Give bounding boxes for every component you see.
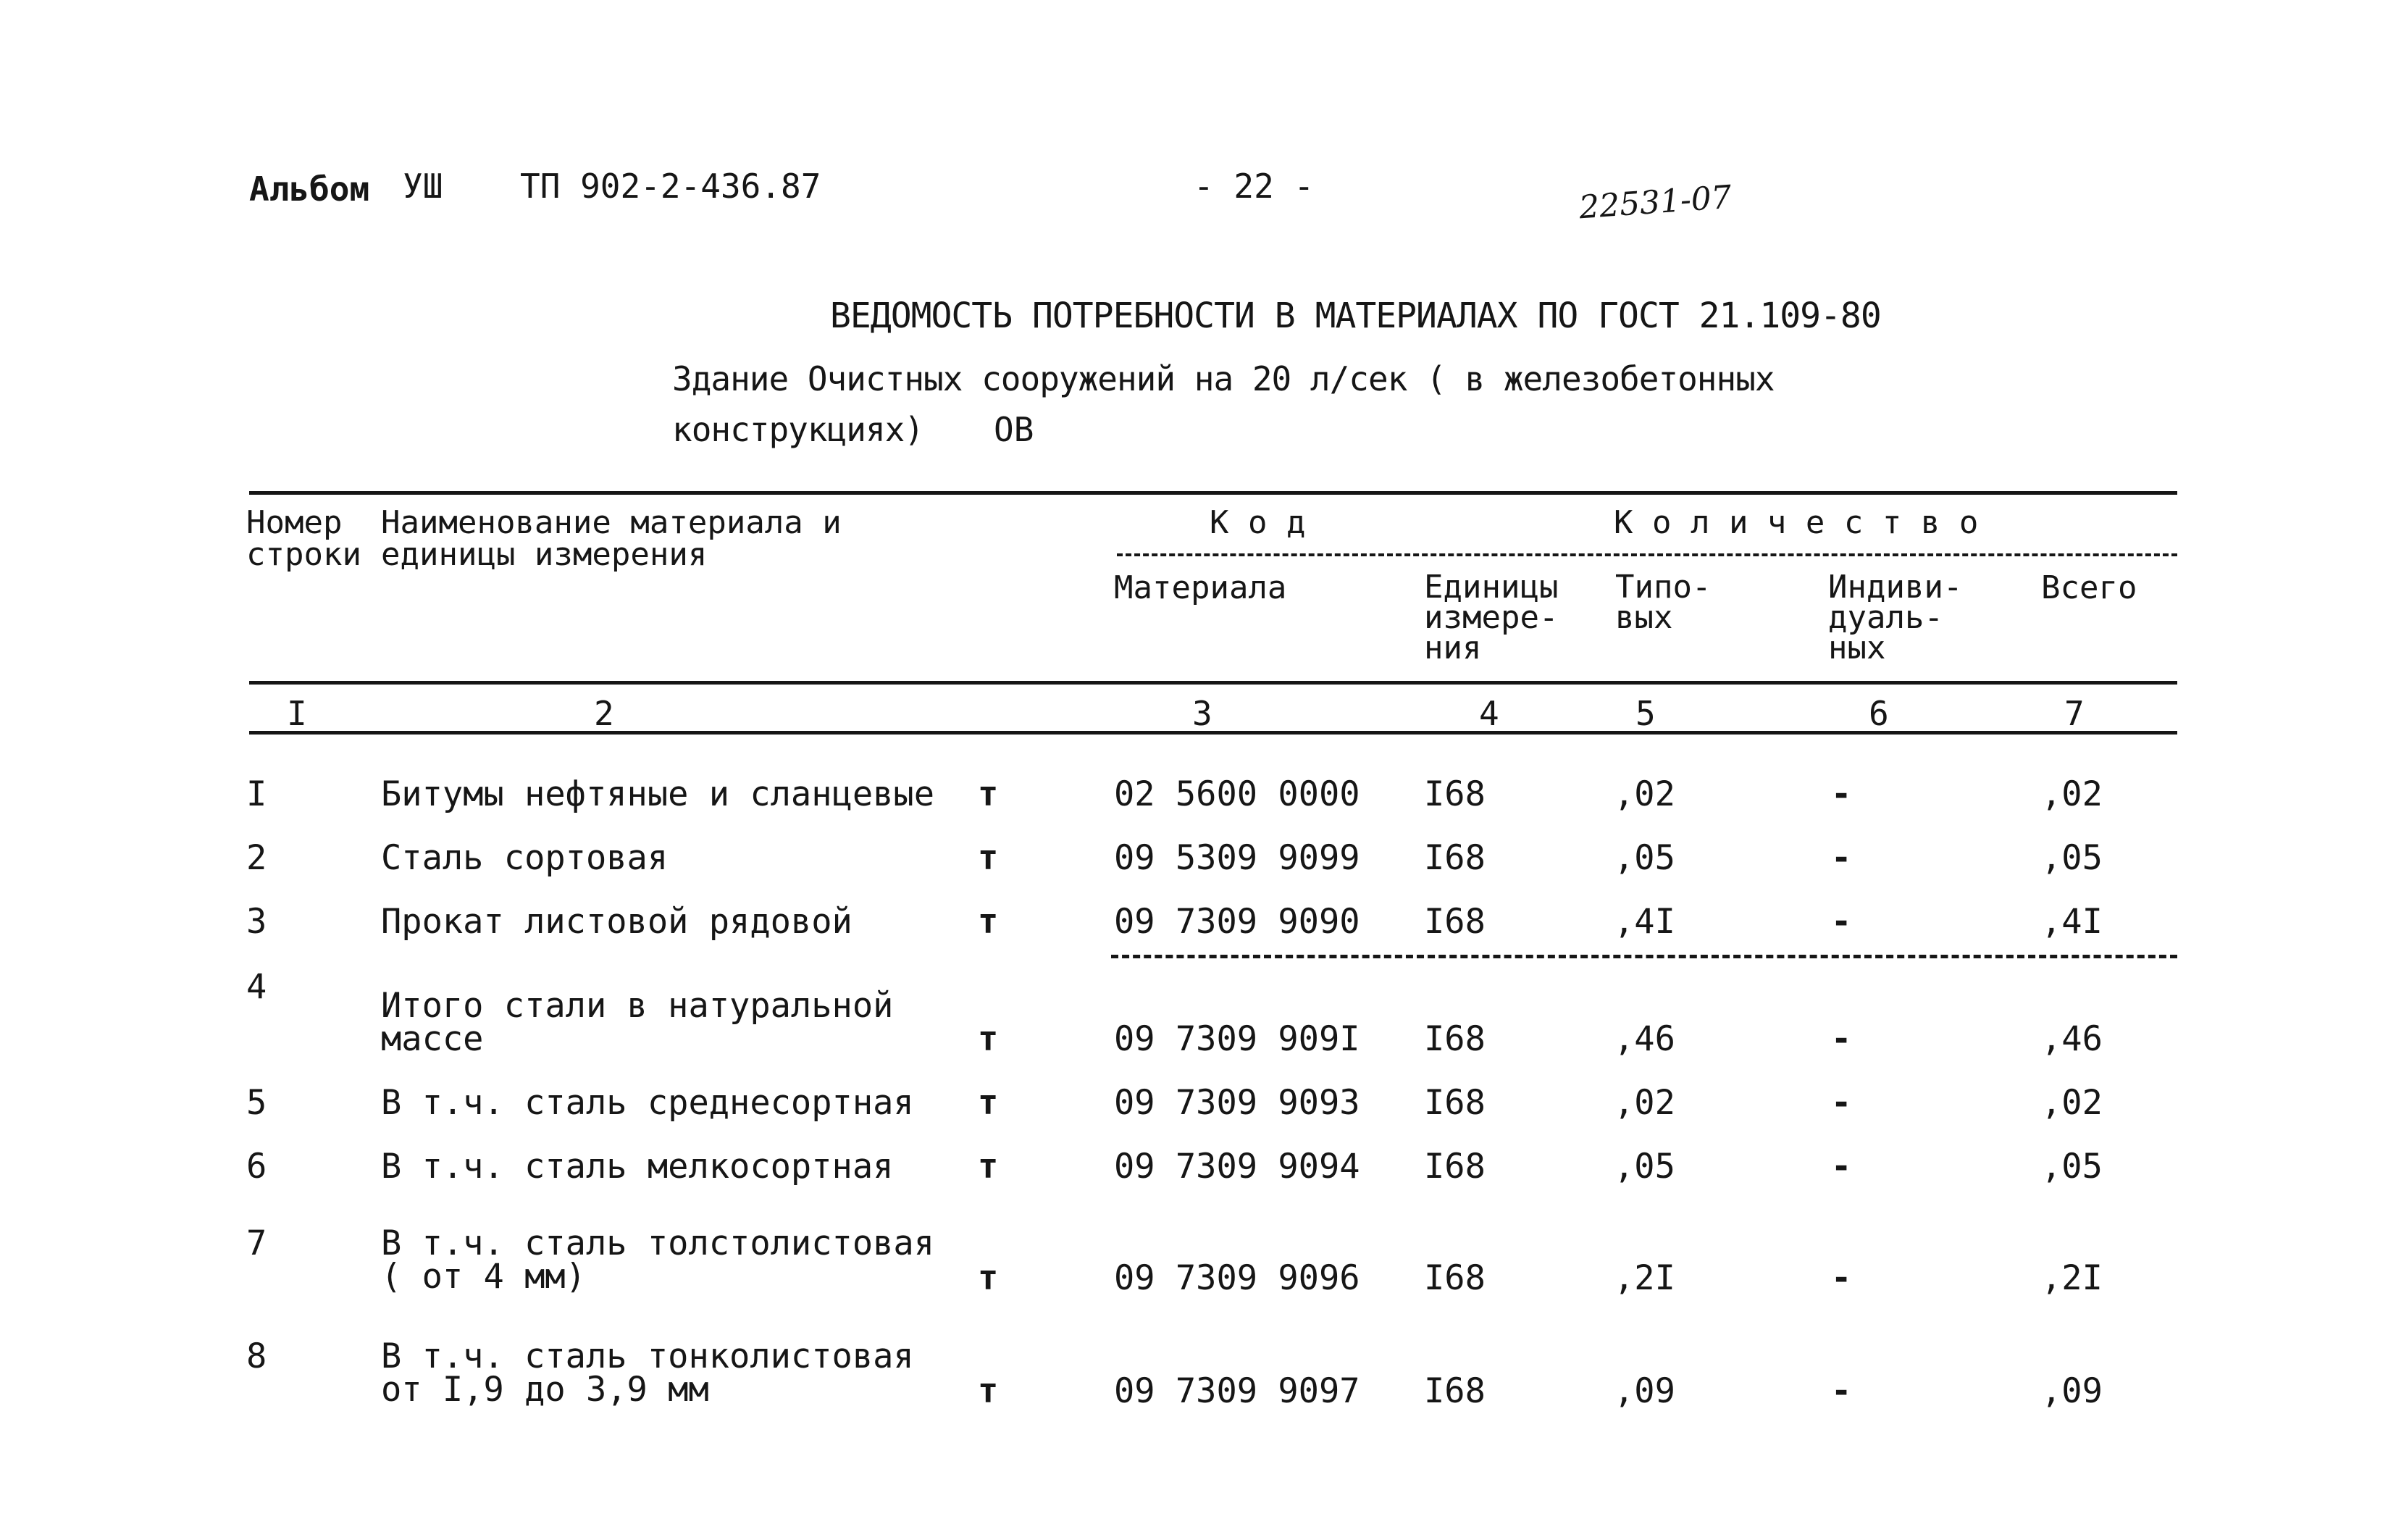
header-total: Всего <box>2041 569 2137 606</box>
material-name <box>381 986 894 1059</box>
row-number: I <box>246 774 267 814</box>
header-quantity-group: К о л и ч е с т в о <box>1614 504 1979 541</box>
project-code: ТП 902-2-436.87 <box>520 167 821 206</box>
album-number: УШ <box>403 167 443 206</box>
quantity-typical: ,02 <box>1614 1083 1675 1123</box>
header-material-name <box>381 504 842 573</box>
material-name-line: В т.ч. сталь толстолистовая <box>381 1223 935 1263</box>
quantity-individual: - <box>1831 1371 1852 1411</box>
quantity-typical: ,09 <box>1614 1371 1675 1411</box>
header-row-number-line-2: строки <box>246 536 361 573</box>
header-bottom-rule <box>249 681 2177 685</box>
unit-of-measure: т <box>978 1371 999 1411</box>
quantity-typical: ,05 <box>1614 1147 1675 1187</box>
material-name-line: Битумы нефтяные и сланцевые <box>381 774 935 814</box>
material-name <box>381 1223 935 1297</box>
material-name <box>381 838 669 878</box>
header-code-group: К о д <box>1210 504 1306 541</box>
column-number-3: 3 <box>1192 694 1212 733</box>
header-individual <box>1828 569 1963 666</box>
quantity-individual: - <box>1831 774 1852 814</box>
unit-of-measure: т <box>978 1258 999 1298</box>
header-group-rule <box>1117 553 2177 556</box>
material-code: 09 7309 9093 <box>1114 1083 1360 1123</box>
material-name-line: массе <box>381 1019 484 1059</box>
subtotal-dashed-rule <box>1111 955 2177 958</box>
row-number: 3 <box>246 902 267 942</box>
header-typical-line-2: вых <box>1615 599 1673 636</box>
material-code: 09 7309 909I <box>1114 1019 1360 1059</box>
header-unit-line-1: Единицы <box>1424 569 1559 606</box>
material-code: 02 5600 0000 <box>1114 774 1360 814</box>
quantity-typical: ,2I <box>1614 1258 1675 1298</box>
header-material-name-line-2: единицы измерения <box>381 536 708 573</box>
unit-code: I68 <box>1424 774 1486 814</box>
header-material-name-line-1: Наименование материала и <box>381 504 842 541</box>
quantity-individual: - <box>1831 1258 1852 1298</box>
unit-code: I68 <box>1424 1371 1486 1411</box>
album-label: Альбом <box>249 170 370 209</box>
quantity-individual: - <box>1831 1019 1852 1059</box>
quantity-typical: ,02 <box>1614 774 1675 814</box>
quantity-total: ,09 <box>2041 1371 2103 1411</box>
quantity-total: ,4I <box>2041 902 2103 942</box>
quantity-individual: - <box>1831 902 1852 942</box>
column-number-6: 6 <box>1869 694 1889 733</box>
material-name <box>381 1147 894 1187</box>
row-number: 4 <box>246 967 267 1007</box>
quantity-typical: ,4I <box>1614 902 1675 942</box>
row-number: 6 <box>246 1147 267 1187</box>
unit-code: I68 <box>1424 1258 1486 1298</box>
header-individual-line-3: ных <box>1828 629 1886 666</box>
quantity-individual: - <box>1831 1083 1852 1123</box>
unit-code: I68 <box>1424 1083 1486 1123</box>
unit-code: I68 <box>1424 902 1486 942</box>
quantity-individual: - <box>1831 1147 1852 1187</box>
material-code: 09 7309 9096 <box>1114 1258 1360 1298</box>
material-name-line: В т.ч. сталь среднесортная <box>381 1083 914 1123</box>
material-name <box>381 902 853 942</box>
unit-code: I68 <box>1424 838 1486 878</box>
material-code: 09 7309 9090 <box>1114 902 1360 942</box>
quantity-total: ,2I <box>2041 1258 2103 1298</box>
header-row-number <box>246 504 361 573</box>
material-name-line: от I,9 до 3,9 мм <box>381 1370 709 1410</box>
material-name-line: ( от 4 мм) <box>381 1257 586 1297</box>
building-line-1: Здание Очистных сооружений на 20 л/сек ( в железобетонных <box>672 359 1775 398</box>
quantity-typical: ,05 <box>1614 838 1675 878</box>
material-name <box>381 1336 914 1410</box>
column-number-7: 7 <box>2064 694 2085 733</box>
unit-of-measure: т <box>978 1147 999 1187</box>
header-individual-line-2: дуаль- <box>1828 599 1943 636</box>
material-name-line: Сталь сортовая <box>381 838 669 878</box>
document-title: ВЕДОМОСТЬ ПОТРЕБНОСТИ В МАТЕРИАЛАХ ПО ГОСТ 21.109-80 <box>830 296 1881 336</box>
material-name-line: В т.ч. сталь мелкосортная <box>381 1147 894 1187</box>
material-name-line: Итого стали в натуральной <box>381 986 894 1026</box>
column-number-5: 5 <box>1635 694 1656 733</box>
quantity-total: ,05 <box>2041 1147 2103 1187</box>
unit-of-measure: т <box>978 1083 999 1123</box>
header-unit-line-3: ния <box>1424 629 1482 666</box>
row-number: 7 <box>246 1223 267 1263</box>
column-number-1: I <box>287 694 307 733</box>
unit-code: I68 <box>1424 1019 1486 1059</box>
header-unit-code <box>1424 569 1559 666</box>
header-typical-line-1: Типо- <box>1615 569 1712 606</box>
unit-of-measure: т <box>978 902 999 942</box>
header-individual-line-1: Индиви- <box>1828 569 1963 606</box>
material-name <box>381 1083 914 1123</box>
header-typical <box>1615 569 1712 636</box>
page-number: - 22 - <box>1194 167 1315 206</box>
quantity-typical: ,46 <box>1614 1019 1675 1059</box>
quantity-individual: - <box>1831 838 1852 878</box>
row-number: 8 <box>246 1336 267 1376</box>
quantity-total: ,46 <box>2041 1019 2103 1059</box>
material-name-line: В т.ч. сталь тонколистовая <box>381 1336 914 1376</box>
archive-number: 22531-07 <box>1578 178 1733 227</box>
material-code: 09 7309 9094 <box>1114 1147 1360 1187</box>
column-number-2: 2 <box>594 694 614 733</box>
unit-of-measure: т <box>978 774 999 814</box>
building-line-2: конструкциях) <box>672 410 924 449</box>
material-name-line: Прокат листовой рядовой <box>381 902 853 942</box>
unit-of-measure: т <box>978 838 999 878</box>
table-top-rule <box>249 491 2177 495</box>
row-number: 5 <box>246 1083 267 1123</box>
unit-of-measure: т <box>978 1019 999 1059</box>
header-row-number-line-1: Номер <box>246 504 343 541</box>
unit-code: I68 <box>1424 1147 1486 1187</box>
material-code: 09 7309 9097 <box>1114 1371 1360 1411</box>
section-code: ОВ <box>994 410 1034 449</box>
row-number: 2 <box>246 838 267 878</box>
column-number-4: 4 <box>1479 694 1499 733</box>
material-name <box>381 774 935 814</box>
header-unit-line-2: измере- <box>1424 599 1559 636</box>
material-code: 09 5309 9099 <box>1114 838 1360 878</box>
quantity-total: ,02 <box>2041 774 2103 814</box>
header-material-code: Материала <box>1114 569 1287 606</box>
quantity-total: ,02 <box>2041 1083 2103 1123</box>
quantity-total: ,05 <box>2041 838 2103 878</box>
